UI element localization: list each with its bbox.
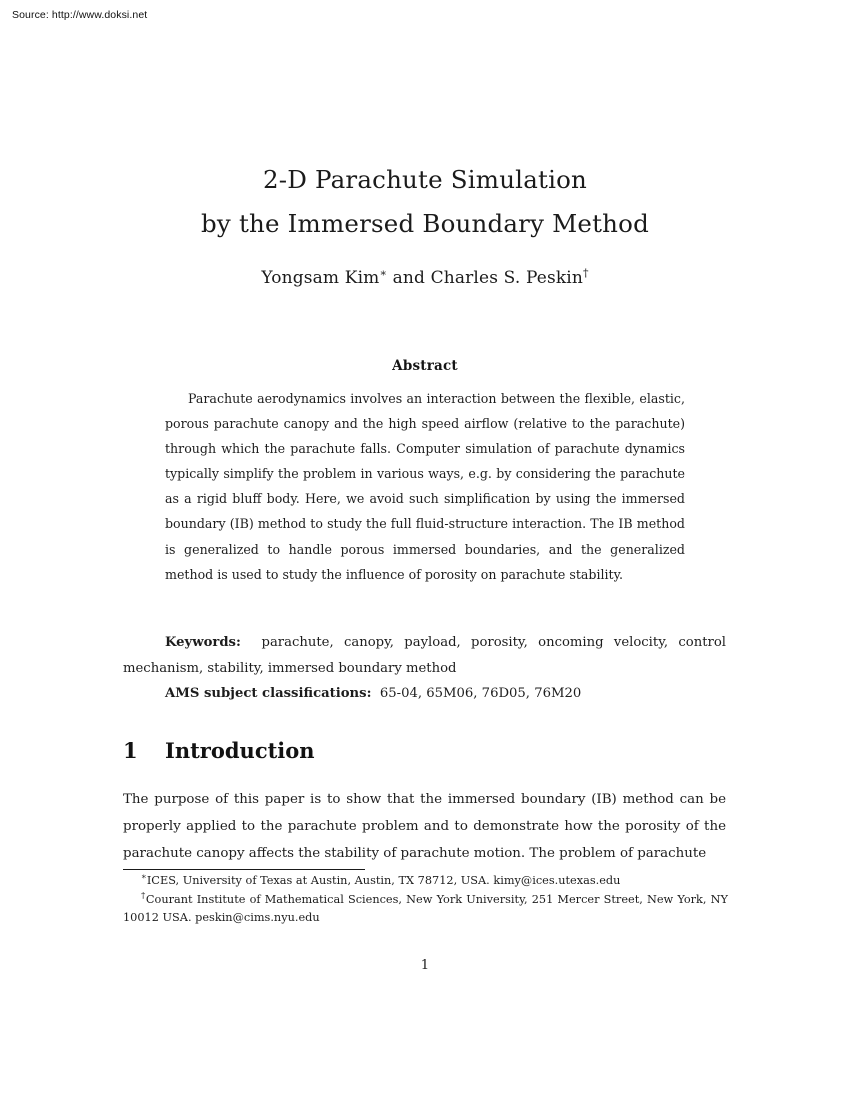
keywords-label: Keywords: xyxy=(165,635,241,650)
author-footnote-marker-1: ∗ xyxy=(379,266,388,280)
title-line-1: 2-D Parachute Simulation xyxy=(262,165,588,194)
footnote-text-2: Courant Institute of Mathematical Sciences, New York University, 251 Mercer Street, New York, NY 10012 USA. peskin@cims.nyu.edu xyxy=(123,892,728,925)
ams-label: AMS subject classifications: xyxy=(165,686,372,701)
ams-classifications-block xyxy=(123,681,726,707)
author-name-1: Yongsam Kim xyxy=(261,268,380,288)
section-title: Introduction xyxy=(165,738,315,763)
footnote-marker-2: † xyxy=(141,890,146,901)
footnote-1 xyxy=(123,872,728,891)
author-conjunction: and xyxy=(387,268,431,288)
page-number: 1 xyxy=(420,958,430,973)
title-line-2: by the Immersed Boundary Method xyxy=(201,209,649,238)
abstract-heading: Abstract xyxy=(392,358,458,374)
paper-title xyxy=(0,158,850,246)
author-list xyxy=(0,268,850,288)
keywords-value: parachute, canopy, payload, porosity, oncoming velocity, control mechanism, stability, immersed boundary method xyxy=(123,635,726,676)
footnote-area xyxy=(123,872,728,928)
source-watermark: Source: http://www.doksi.net xyxy=(12,9,148,21)
section-heading-introduction xyxy=(123,738,315,763)
ams-value: 65-04, 65M06, 76D05, 76M20 xyxy=(379,686,582,701)
footnote-marker-1: ∗ xyxy=(141,872,147,883)
body-paragraph-1: The purpose of this paper is to show that the immersed boundary (IB) method can be properly applied to the parachute problem and to demonstrate how the porosity of the parachute canopy affects the stability of parachute motion. The problem of parachute xyxy=(123,792,726,861)
abstract-body: Parachute aerodynamics involves an interaction between the flexible, elastic, porous parachute canopy and the high speed airflow (relative to the parachute) through which the parachute falls. Computer simulation of parachute dynamics typically simplify the problem in various ways, e.g. by considering the parachute as a rigid bluff body. Here, we avoid such simplification by using the immersed boundary (IB) method to study the full fluid-structure interaction. The IB method is generalized to handle porous immersed boundaries, and the generalized method is used to study the influence of porosity on parachute stability. xyxy=(165,391,685,582)
footnote-text-1: ICES, University of Texas at Austin, Austin, TX 78712, USA. kimy@ices.utexas.edu xyxy=(146,874,621,887)
section-number: 1 xyxy=(123,738,138,763)
keywords-block xyxy=(123,630,726,682)
footnote-divider xyxy=(123,869,365,870)
author-name-2: Charles S. Peskin xyxy=(430,268,583,288)
author-footnote-marker-2: † xyxy=(583,266,589,280)
footnote-2 xyxy=(123,891,728,928)
